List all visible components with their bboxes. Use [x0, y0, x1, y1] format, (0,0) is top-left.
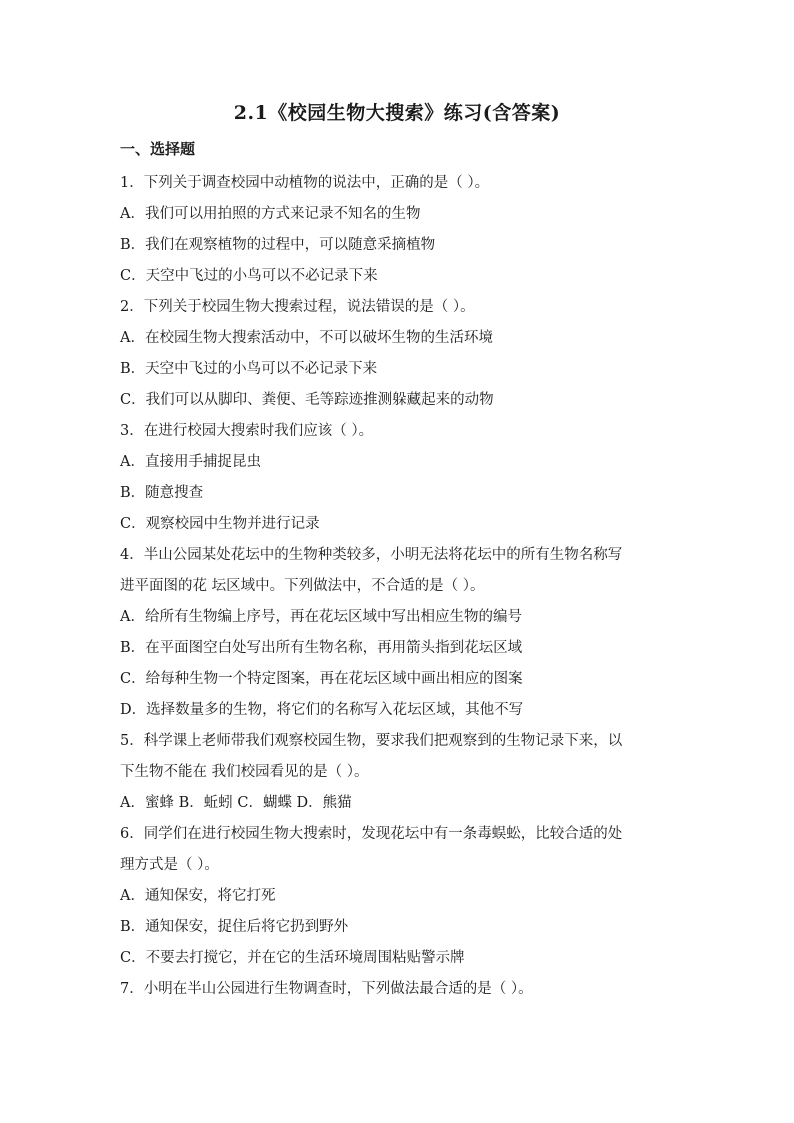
question-6-stem-line-1: 6．同学们在进行校园生物大搜索时，发现花坛中有一条毒蜈蚣，比较合适的处 — [120, 826, 623, 842]
question-6-option-c: C．不要去打搅它，并在它的生活环境周围粘贴警示牌 — [120, 950, 465, 966]
question-5-options: A．蜜蜂 B．蚯蚓 C．蝴蝶 D．熊猫 — [120, 795, 352, 811]
question-3-option-b: B．随意搜查 — [120, 485, 204, 501]
question-2-option-b: B．天空中飞过的小鸟可以不必记录下来 — [120, 361, 378, 377]
section-heading: 一、选择题 — [120, 140, 196, 158]
question-1-stem: 1．下列关于调查校园中动植物的说法中，正确的是（ ）。 — [120, 175, 490, 191]
question-5-stem-line-2: 下生物不能在 我们校园看见的是（ ）。 — [120, 764, 369, 780]
question-2-option-a: A．在校园生物大搜索活动中，不可以破坏生物的生活环境 — [120, 330, 493, 346]
question-3-stem: 3．在进行校园大搜索时我们应该（ ）。 — [120, 423, 374, 439]
question-1-option-a: A．我们可以用拍照的方式来记录不知名的生物 — [120, 206, 421, 222]
question-6-option-a: A．通知保安，将它打死 — [120, 888, 276, 904]
question-4-option-a: A．给所有生物编上序号，再在花坛区域中写出相应生物的编号 — [120, 609, 522, 625]
question-4-option-c: C．给每种生物一个特定图案，再在花坛区域中画出相应的图案 — [120, 671, 523, 687]
question-6-option-b: B．通知保安，捉住后将它扔到野外 — [120, 919, 349, 935]
question-5-stem-line-1: 5．科学课上老师带我们观察校园生物，要求我们把观察到的生物记录下来，以 — [120, 733, 623, 749]
document-title: 2.1《校园生物大搜索》练习(含答案) — [233, 102, 561, 124]
question-2-option-c: C．我们可以从脚印、粪便、毛等踪迹推测躲藏起来的动物 — [120, 392, 494, 408]
question-3-option-c: C．观察校园中生物并进行记录 — [120, 516, 320, 532]
question-4-option-b: B．在平面图空白处写出所有生物名称，再用箭头指到花坛区域 — [120, 640, 523, 656]
question-4-stem-line-1: 4．半山公园某处花坛中的生物种类较多，小明无法将花坛中的所有生物名称写 — [120, 547, 623, 563]
question-4-option-d: D．选择数量多的生物，将它们的名称写入花坛区域，其他不写 — [120, 702, 524, 718]
question-6-stem-line-2: 理方式是（ ）。 — [120, 857, 219, 873]
question-2-stem: 2．下列关于校园生物大搜索过程，说法错误的是（ ）。 — [120, 299, 475, 315]
question-1-option-c: C．天空中飞过的小鸟可以不必记录下来 — [120, 268, 378, 284]
question-1-option-b: B．我们在观察植物的过程中，可以随意采摘植物 — [120, 237, 436, 253]
question-7-stem: 7．小明在半山公园进行生物调查时，下列做法最合适的是（ ）。 — [120, 981, 533, 997]
question-4-stem-line-2: 进平面图的花 坛区域中。下列做法中，不合适的是（ ）。 — [120, 578, 485, 594]
question-3-option-a: A．直接用手捕捉昆虫 — [120, 454, 261, 470]
question-list — [120, 168, 680, 1005]
